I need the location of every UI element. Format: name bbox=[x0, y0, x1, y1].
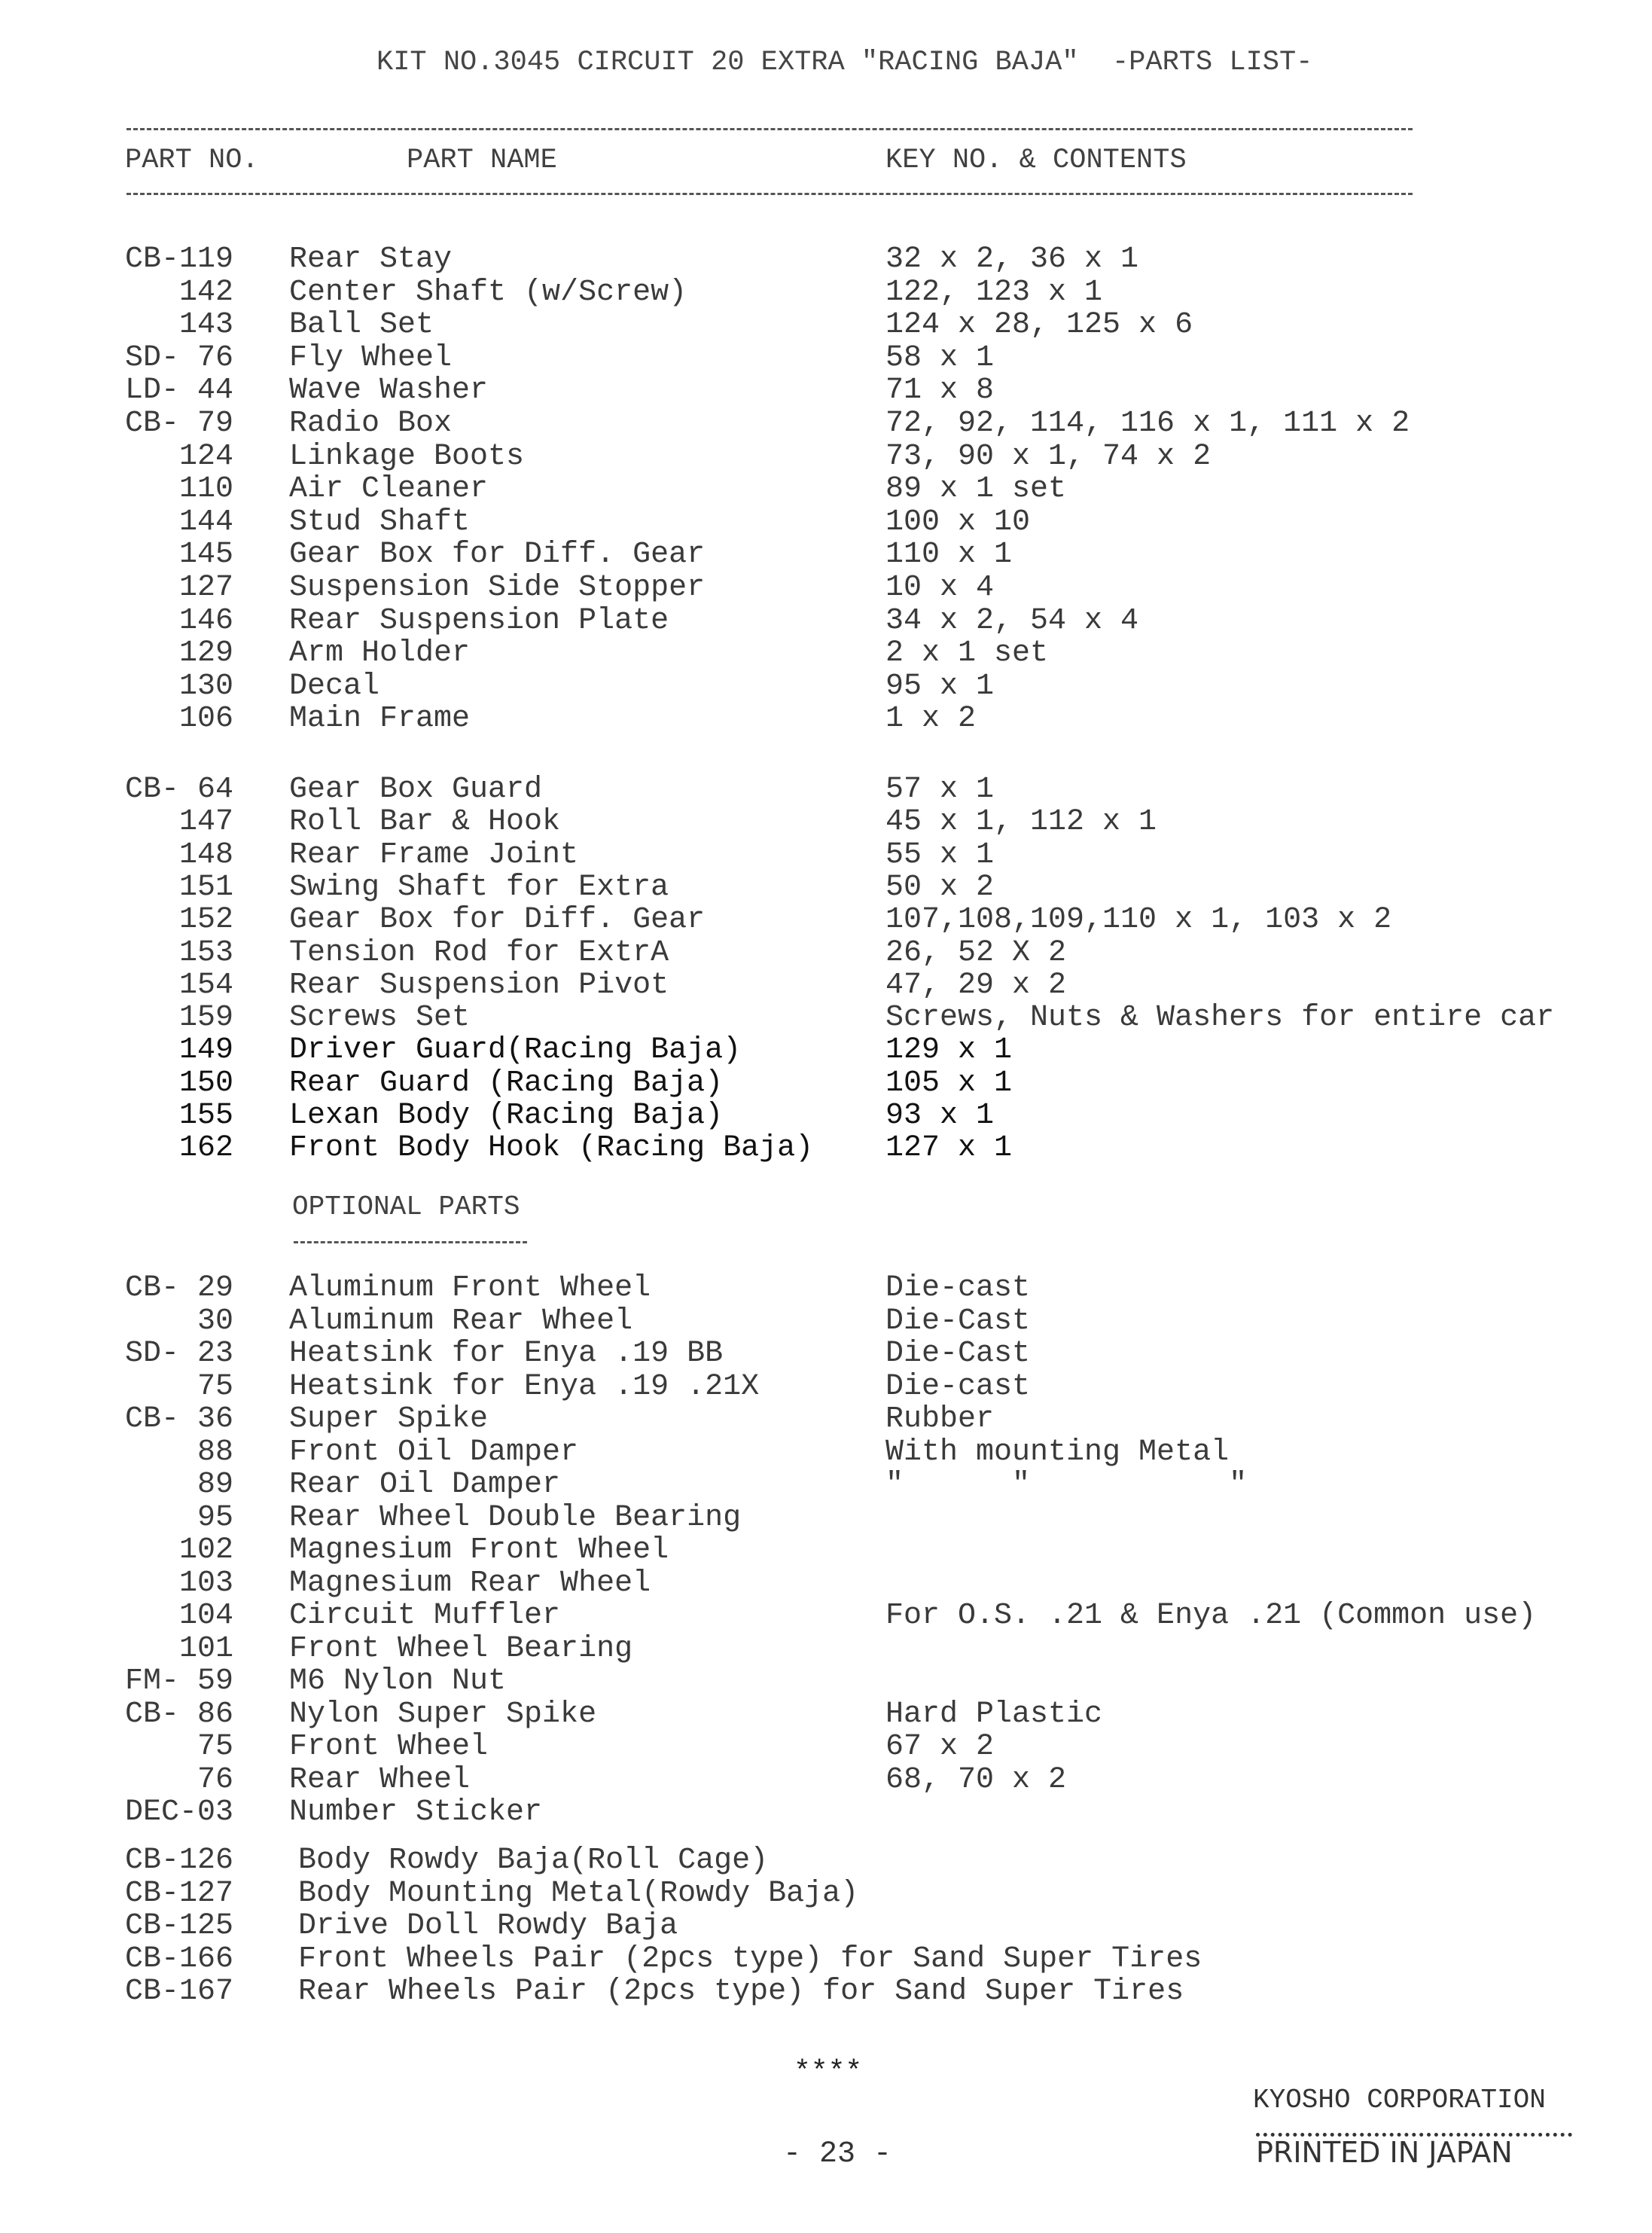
parts-row bbox=[0, 1066, 1652, 1100]
part-contents: 50 x 2 bbox=[885, 870, 995, 904]
part-number: 159 bbox=[125, 1001, 234, 1036]
part-name: Rear Wheels Pair (2pcs type) for Sand Super Tires bbox=[298, 1975, 1184, 2009]
part-contents: 67 x 2 bbox=[885, 1730, 995, 1764]
part-name: Center Shaft (w/Screw) bbox=[289, 275, 687, 310]
part-contents: 55 x 1 bbox=[885, 837, 995, 872]
part-contents: 34 x 2, 54 x 4 bbox=[885, 603, 1139, 638]
part-number: 129 bbox=[125, 636, 234, 671]
part-number: 124 bbox=[125, 439, 234, 474]
part-contents: 124 x 28, 125 x 6 bbox=[885, 308, 1193, 343]
part-contents: Rubber bbox=[885, 1402, 995, 1436]
parts-row bbox=[0, 1402, 1652, 1435]
part-contents: 93 x 1 bbox=[885, 1099, 995, 1133]
header-top-rule bbox=[126, 128, 1413, 130]
parts-row bbox=[0, 374, 1652, 407]
end-stars: **** bbox=[794, 2056, 863, 2088]
parts-row bbox=[0, 1877, 1652, 1910]
printed-in-japan: PRINTED IN JAPAN bbox=[1256, 2136, 1513, 2169]
part-contents: 127 x 1 bbox=[885, 1131, 1013, 1166]
part-contents: Hard Plastic bbox=[885, 1697, 1103, 1731]
parts-row bbox=[0, 1370, 1652, 1403]
part-number: 153 bbox=[125, 935, 234, 970]
part-contents: 122, 123 x 1 bbox=[885, 275, 1103, 310]
parts-row bbox=[0, 1975, 1652, 2008]
part-name: Roll Bar & Hook bbox=[289, 805, 561, 840]
parts-row bbox=[0, 1909, 1652, 1942]
part-name: Front Wheel bbox=[289, 1730, 489, 1764]
part-number: 162 bbox=[125, 1131, 234, 1166]
part-name: Arm Holder bbox=[289, 636, 471, 671]
parts-row bbox=[0, 936, 1652, 969]
parts-row bbox=[0, 1942, 1652, 1975]
part-name: Fly Wheel bbox=[289, 340, 453, 375]
part-number: CB-126 bbox=[125, 1844, 234, 1878]
part-number: 143 bbox=[125, 308, 234, 343]
part-name: Front Wheels Pair (2pcs type) for Sand Super Tires bbox=[298, 1942, 1202, 1976]
part-name: Front Oil Damper bbox=[289, 1435, 579, 1469]
part-name: Wave Washer bbox=[289, 374, 489, 408]
parts-row bbox=[0, 1698, 1652, 1731]
part-number: 148 bbox=[125, 837, 234, 872]
parts-row bbox=[0, 341, 1652, 374]
part-number: 101 bbox=[125, 1631, 234, 1666]
parts-row bbox=[0, 1468, 1652, 1501]
parts-row bbox=[0, 1730, 1652, 1763]
parts-row bbox=[0, 702, 1652, 735]
part-number: SD- 23 bbox=[125, 1337, 234, 1371]
part-number: 89 bbox=[125, 1468, 234, 1502]
part-number: 103 bbox=[125, 1566, 234, 1600]
part-contents: 32 x 2, 36 x 1 bbox=[885, 243, 1139, 276]
part-contents: Die-Cast bbox=[885, 1337, 1031, 1371]
parts-row bbox=[0, 571, 1652, 604]
part-number: 146 bbox=[125, 603, 234, 638]
part-number: SD- 76 bbox=[125, 340, 234, 375]
part-contents: Screws, Nuts & Washers for entire car bbox=[885, 1001, 1555, 1036]
part-contents: 58 x 1 bbox=[885, 340, 995, 375]
part-contents: 2 x 1 set bbox=[885, 636, 1049, 671]
part-name: Rear Suspension Pivot bbox=[289, 968, 669, 1002]
parts-row bbox=[0, 1632, 1652, 1665]
part-number: 104 bbox=[125, 1599, 234, 1633]
part-number: CB- 29 bbox=[125, 1271, 234, 1305]
part-name: Suspension Side Stopper bbox=[289, 571, 706, 605]
part-name: Rear Wheel bbox=[289, 1762, 471, 1797]
parts-row bbox=[0, 1566, 1652, 1600]
part-number: 154 bbox=[125, 968, 234, 1002]
part-contents: 47, 29 x 2 bbox=[885, 968, 1067, 1002]
parts-row bbox=[0, 1533, 1652, 1566]
parts-row bbox=[0, 1271, 1652, 1304]
part-number: 88 bbox=[125, 1435, 234, 1469]
part-number: 130 bbox=[125, 669, 234, 703]
parts-row bbox=[0, 1763, 1652, 1796]
part-name: Rear Wheel Double Bearing bbox=[289, 1500, 742, 1535]
parts-row bbox=[0, 1795, 1652, 1829]
part-name: Rear Guard (Racing Baja) bbox=[289, 1066, 724, 1100]
parts-row bbox=[0, 1844, 1652, 1877]
part-contents: 107,108,109,110 x 1, 103 x 2 bbox=[885, 903, 1392, 938]
parts-row bbox=[0, 1435, 1652, 1469]
page-title: KIT NO.3045 CIRCUIT 20 EXTRA "RACING BAJA" -PARTS LIST- bbox=[376, 47, 1313, 78]
parts-row bbox=[0, 1099, 1652, 1132]
part-number: CB- 36 bbox=[125, 1402, 234, 1436]
part-name: Number Sticker bbox=[289, 1795, 543, 1829]
part-number: 110 bbox=[125, 472, 234, 507]
part-name: Body Rowdy Baja(Roll Cage) bbox=[298, 1844, 769, 1878]
parts-row bbox=[0, 440, 1652, 473]
parts-row bbox=[0, 538, 1652, 571]
parts-row bbox=[0, 407, 1652, 440]
part-number: CB-125 bbox=[125, 1909, 234, 1943]
part-contents: 72, 92, 114, 116 x 1, 111 x 2 bbox=[885, 407, 1410, 441]
part-number: LD- 44 bbox=[125, 374, 234, 408]
parts-row bbox=[0, 243, 1652, 276]
part-number: CB-167 bbox=[125, 1975, 234, 2009]
part-contents: 73, 90 x 1, 74 x 2 bbox=[885, 439, 1212, 474]
header-part-name: PART NAME bbox=[407, 145, 557, 176]
part-number: CB-119 bbox=[125, 243, 234, 276]
part-number: 106 bbox=[125, 702, 234, 737]
part-name: Aluminum Rear Wheel bbox=[289, 1304, 633, 1338]
part-contents: " " " bbox=[885, 1468, 1248, 1502]
part-name: Gear Box Guard bbox=[289, 773, 543, 807]
part-name: Aluminum Front Wheel bbox=[289, 1271, 651, 1305]
part-contents: 100 x 10 bbox=[885, 505, 1031, 539]
part-name: Gear Box for Diff. Gear bbox=[289, 903, 706, 938]
part-number: 142 bbox=[125, 275, 234, 310]
part-name: Super Spike bbox=[289, 1402, 489, 1436]
part-contents: 57 x 1 bbox=[885, 773, 995, 807]
part-name: Tension Rod for ExtrA bbox=[289, 935, 669, 970]
part-number: 145 bbox=[125, 538, 234, 572]
part-name: Heatsink for Enya .19 .21X bbox=[289, 1369, 760, 1404]
part-name: Drive Doll Rowdy Baja bbox=[298, 1909, 678, 1943]
parts-row bbox=[0, 505, 1652, 538]
part-name: Nylon Super Spike bbox=[289, 1697, 597, 1731]
part-name: Rear Suspension Plate bbox=[289, 603, 669, 638]
parts-row bbox=[0, 604, 1652, 637]
part-contents: 10 x 4 bbox=[885, 571, 995, 605]
part-name: Circuit Muffler bbox=[289, 1599, 561, 1633]
part-contents: 68, 70 x 2 bbox=[885, 1762, 1067, 1797]
part-number: 127 bbox=[125, 571, 234, 605]
parts-row bbox=[0, 670, 1652, 703]
part-contents: With mounting Metal bbox=[885, 1435, 1230, 1469]
part-name: Stud Shaft bbox=[289, 505, 471, 539]
part-number: 102 bbox=[125, 1533, 234, 1567]
part-number: 76 bbox=[125, 1762, 234, 1797]
part-number: 30 bbox=[125, 1304, 234, 1338]
part-contents: 71 x 8 bbox=[885, 374, 995, 408]
optional-parts-underline bbox=[294, 1241, 527, 1243]
page-number: - 23 - bbox=[783, 2137, 892, 2171]
parts-row bbox=[0, 805, 1652, 838]
part-number: CB-166 bbox=[125, 1942, 234, 1976]
part-number: FM- 59 bbox=[125, 1664, 234, 1698]
part-name: Rear Frame Joint bbox=[289, 837, 579, 872]
header-contents: KEY NO. & CONTENTS bbox=[885, 145, 1187, 176]
parts-row bbox=[0, 276, 1652, 309]
parts-row bbox=[0, 636, 1652, 670]
part-contents: 26, 52 X 2 bbox=[885, 935, 1067, 970]
parts-row bbox=[0, 773, 1652, 806]
part-name: Main Frame bbox=[289, 702, 471, 737]
part-number: 152 bbox=[125, 903, 234, 938]
part-name: Screws Set bbox=[289, 1001, 471, 1036]
part-contents: Die-Cast bbox=[885, 1304, 1031, 1338]
part-name: M6 Nylon Nut bbox=[289, 1664, 507, 1698]
part-name: Decal bbox=[289, 669, 380, 703]
parts-row bbox=[0, 1033, 1652, 1066]
part-contents: 129 x 1 bbox=[885, 1033, 1013, 1068]
part-contents: 105 x 1 bbox=[885, 1066, 1013, 1100]
parts-row bbox=[0, 1337, 1652, 1370]
parts-row bbox=[0, 1304, 1652, 1338]
parts-row bbox=[0, 1501, 1652, 1534]
part-number: 75 bbox=[125, 1369, 234, 1404]
part-number: 147 bbox=[125, 805, 234, 840]
part-number: 149 bbox=[125, 1033, 234, 1068]
corporation-name: KYOSHO CORPORATION bbox=[1253, 2085, 1546, 2116]
part-name: Swing Shaft for Extra bbox=[289, 870, 669, 904]
part-number: 95 bbox=[125, 1500, 234, 1535]
part-name: Linkage Boots bbox=[289, 439, 525, 474]
parts-row bbox=[0, 871, 1652, 904]
part-contents: 45 x 1, 112 x 1 bbox=[885, 805, 1157, 840]
header-part-no: PART NO. bbox=[125, 145, 259, 176]
parts-row bbox=[0, 1664, 1652, 1698]
part-name: Ball Set bbox=[289, 308, 434, 343]
part-number: 150 bbox=[125, 1066, 234, 1100]
part-name: Heatsink for Enya .19 BB bbox=[289, 1337, 724, 1371]
part-number: 75 bbox=[125, 1730, 234, 1764]
part-name: Gear Box for Diff. Gear bbox=[289, 538, 706, 572]
part-contents: 1 x 2 bbox=[885, 702, 977, 737]
part-name: Driver Guard(Racing Baja) bbox=[289, 1033, 742, 1068]
header-bottom-rule bbox=[126, 193, 1413, 195]
part-name: Magnesium Rear Wheel bbox=[289, 1566, 651, 1600]
part-number: CB- 79 bbox=[125, 407, 234, 441]
parts-row bbox=[0, 1131, 1652, 1164]
parts-row bbox=[0, 903, 1652, 936]
part-name: Radio Box bbox=[289, 407, 453, 441]
part-name: Body Mounting Metal(Rowdy Baja) bbox=[298, 1876, 859, 1911]
part-number: CB- 64 bbox=[125, 773, 234, 807]
parts-row bbox=[0, 308, 1652, 341]
part-name: Magnesium Front Wheel bbox=[289, 1533, 669, 1567]
parts-row bbox=[0, 838, 1652, 871]
part-number: 155 bbox=[125, 1099, 234, 1133]
part-number: 151 bbox=[125, 870, 234, 904]
part-contents: Die-cast bbox=[885, 1369, 1031, 1404]
part-contents: 89 x 1 set bbox=[885, 472, 1067, 507]
part-name: Front Wheel Bearing bbox=[289, 1631, 633, 1666]
part-number: CB-127 bbox=[125, 1876, 234, 1911]
part-name: Lexan Body (Racing Baja) bbox=[289, 1099, 724, 1133]
part-name: Air Cleaner bbox=[289, 472, 489, 507]
parts-row bbox=[0, 1001, 1652, 1034]
part-name: Rear Stay bbox=[289, 243, 453, 276]
optional-parts-heading: OPTIONAL PARTS bbox=[292, 1191, 520, 1222]
part-number: 144 bbox=[125, 505, 234, 539]
part-name: Front Body Hook (Racing Baja) bbox=[289, 1131, 814, 1166]
parts-row bbox=[0, 969, 1652, 1002]
parts-row bbox=[0, 472, 1652, 505]
parts-row bbox=[0, 1599, 1652, 1632]
part-number: DEC-03 bbox=[125, 1795, 234, 1829]
part-number: CB- 86 bbox=[125, 1697, 234, 1731]
part-contents: Die-cast bbox=[885, 1271, 1031, 1305]
part-contents: For O.S. .21 & Enya .21 (Common use) bbox=[885, 1599, 1537, 1633]
part-name: Rear Oil Damper bbox=[289, 1468, 561, 1502]
part-contents: 110 x 1 bbox=[885, 538, 1013, 572]
part-contents: 95 x 1 bbox=[885, 669, 995, 703]
